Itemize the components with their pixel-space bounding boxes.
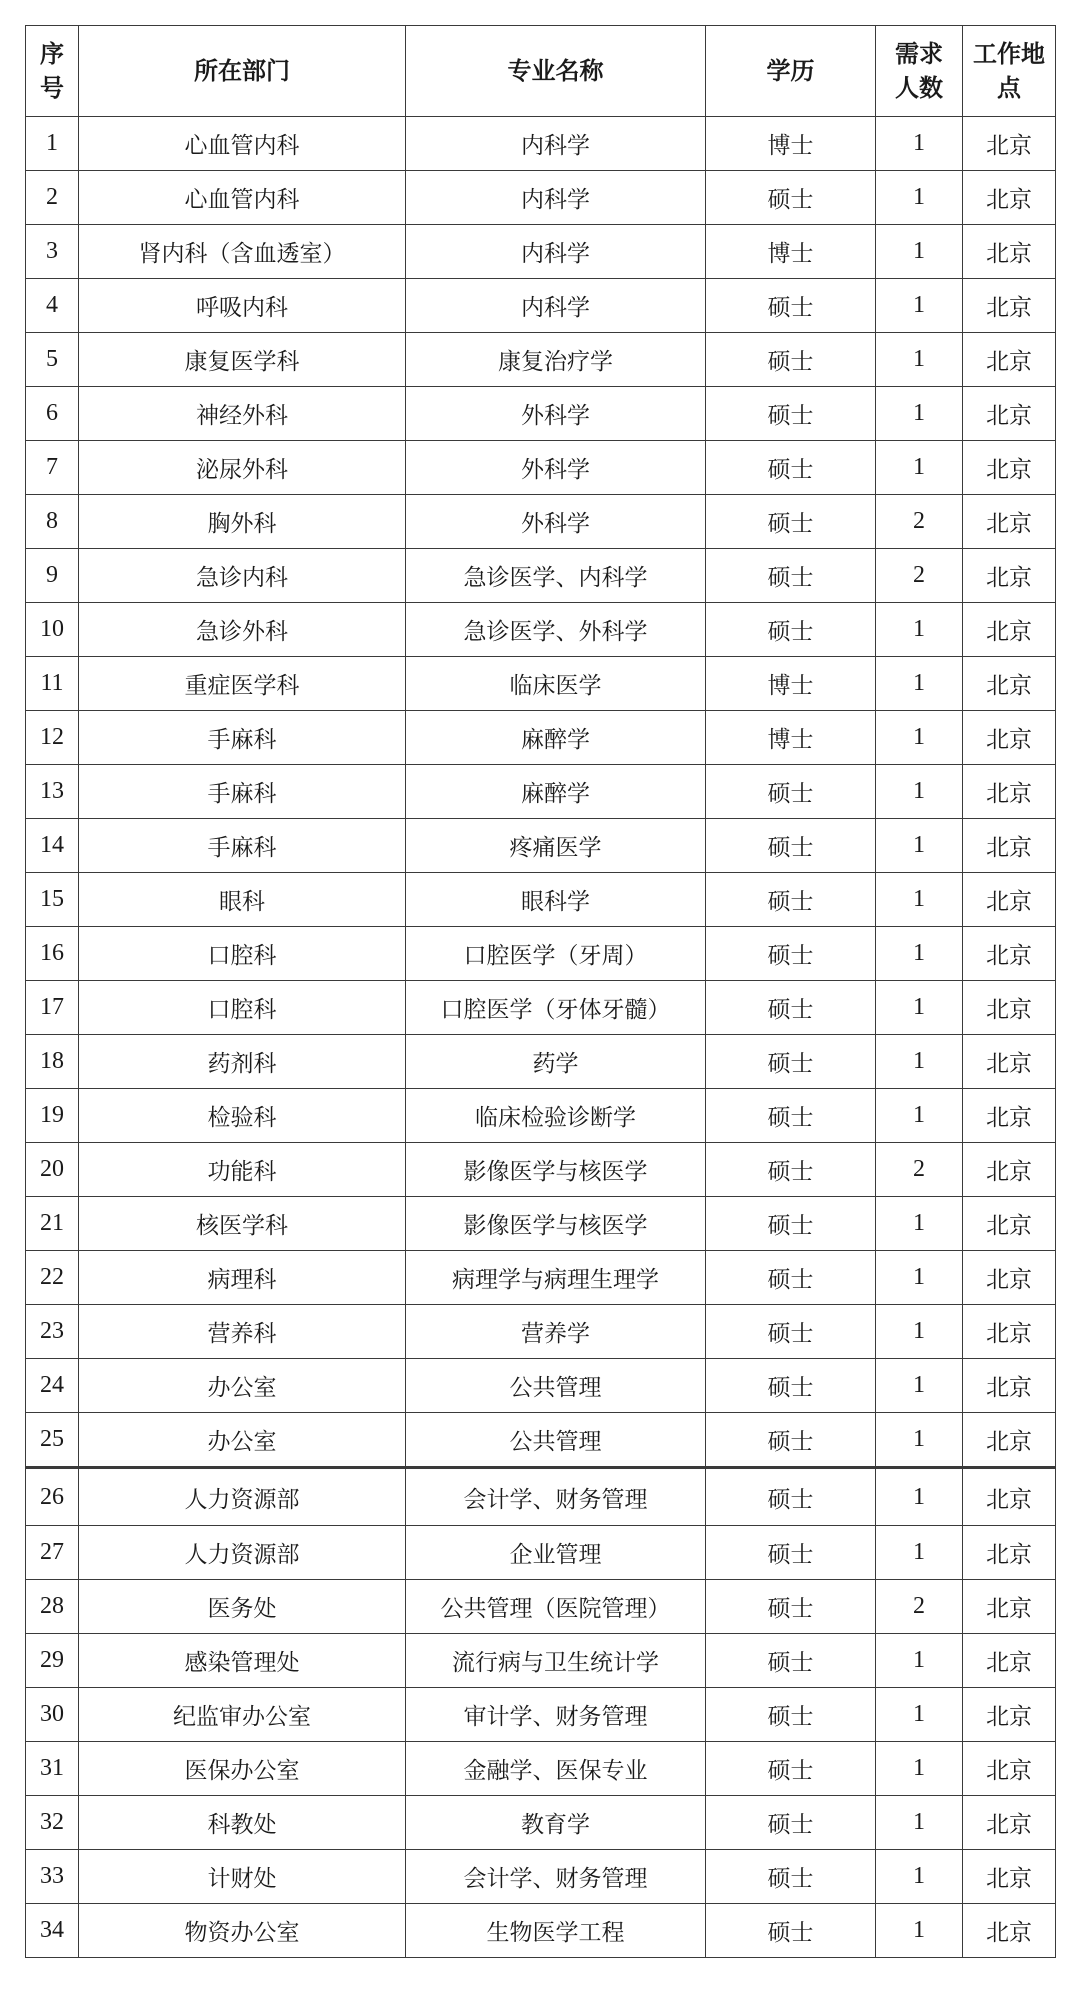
cell-location: 北京: [963, 1526, 1056, 1580]
cell-department: 重症医学科: [79, 657, 406, 711]
table-row: [26, 225, 1056, 279]
cell-department: 办公室: [79, 1359, 406, 1413]
cell-count: 2: [876, 549, 963, 603]
cell-location: 北京: [963, 765, 1056, 819]
cell-major: 审计学、财务管理: [406, 1688, 706, 1742]
cell-location: 北京: [963, 819, 1056, 873]
table-row: [26, 495, 1056, 549]
cell-index: 8: [26, 495, 79, 549]
cell-count: 1: [876, 819, 963, 873]
cell-department: 核医学科: [79, 1197, 406, 1251]
cell-major: 企业管理: [406, 1526, 706, 1580]
table-row: [26, 1580, 1056, 1634]
cell-index: 9: [26, 549, 79, 603]
cell-index: 26: [26, 1468, 79, 1526]
cell-count: 1: [876, 765, 963, 819]
cell-degree: 硕士: [706, 441, 876, 495]
cell-degree: 硕士: [706, 387, 876, 441]
cell-major: 影像医学与核医学: [406, 1197, 706, 1251]
cell-location: 北京: [963, 1742, 1056, 1796]
cell-count: 1: [876, 441, 963, 495]
cell-major: 急诊医学、外科学: [406, 603, 706, 657]
cell-location: 北京: [963, 1143, 1056, 1197]
cell-department: 呼吸内科: [79, 279, 406, 333]
cell-major: 麻醉学: [406, 711, 706, 765]
cell-department: 病理科: [79, 1251, 406, 1305]
cell-department: 医务处: [79, 1580, 406, 1634]
cell-location: 北京: [963, 711, 1056, 765]
cell-degree: 硕士: [706, 1796, 876, 1850]
cell-location: 北京: [963, 1796, 1056, 1850]
header-department: 所在部门: [79, 26, 406, 117]
cell-major: 教育学: [406, 1796, 706, 1850]
cell-count: 1: [876, 279, 963, 333]
cell-index: 27: [26, 1526, 79, 1580]
table-row: [26, 387, 1056, 441]
cell-count: 1: [876, 1904, 963, 1958]
cell-count: 1: [876, 873, 963, 927]
cell-count: 1: [876, 1796, 963, 1850]
cell-major: 外科学: [406, 441, 706, 495]
header-location: [963, 26, 1056, 117]
cell-department: 人力资源部: [79, 1468, 406, 1526]
cell-department: 办公室: [79, 1413, 406, 1468]
cell-department: 心血管内科: [79, 171, 406, 225]
cell-index: 28: [26, 1580, 79, 1634]
cell-count: 1: [876, 981, 963, 1035]
cell-count: 1: [876, 1197, 963, 1251]
cell-location: 北京: [963, 387, 1056, 441]
cell-major: 会计学、财务管理: [406, 1850, 706, 1904]
cell-location: 北京: [963, 927, 1056, 981]
cell-department: 物资办公室: [79, 1904, 406, 1958]
cell-location: 北京: [963, 441, 1056, 495]
cell-count: 1: [876, 657, 963, 711]
table-row: [26, 819, 1056, 873]
header-major: 专业名称: [406, 26, 706, 117]
table-row: [26, 765, 1056, 819]
cell-major: 疼痛医学: [406, 819, 706, 873]
cell-department: 科教处: [79, 1796, 406, 1850]
table-row: [26, 1850, 1056, 1904]
cell-location: 北京: [963, 1580, 1056, 1634]
cell-degree: 硕士: [706, 1850, 876, 1904]
cell-count: 1: [876, 711, 963, 765]
cell-degree: 硕士: [706, 495, 876, 549]
table-row: [26, 711, 1056, 765]
table-row: [26, 1413, 1056, 1468]
table-row: [26, 1688, 1056, 1742]
cell-department: 口腔科: [79, 981, 406, 1035]
cell-degree: 硕士: [706, 1526, 876, 1580]
cell-count: 1: [876, 117, 963, 171]
table-row: [26, 1197, 1056, 1251]
cell-degree: 硕士: [706, 927, 876, 981]
cell-degree: 硕士: [706, 1904, 876, 1958]
cell-department: 感染管理处: [79, 1634, 406, 1688]
cell-major: 内科学: [406, 117, 706, 171]
header-index-label: 序号: [40, 40, 64, 102]
cell-location: 北京: [963, 657, 1056, 711]
cell-index: 20: [26, 1143, 79, 1197]
cell-department: 心血管内科: [79, 117, 406, 171]
cell-department: 急诊内科: [79, 549, 406, 603]
cell-degree: 硕士: [706, 603, 876, 657]
cell-index: 13: [26, 765, 79, 819]
cell-degree: 博士: [706, 657, 876, 711]
table-row: [26, 1742, 1056, 1796]
cell-index: 3: [26, 225, 79, 279]
cell-location: 北京: [963, 1305, 1056, 1359]
cell-degree: 硕士: [706, 1359, 876, 1413]
table-row: [26, 549, 1056, 603]
cell-major: 口腔医学（牙体牙髓）: [406, 981, 706, 1035]
header-location-label: 工作地点: [973, 40, 1045, 102]
cell-degree: 硕士: [706, 1634, 876, 1688]
cell-location: 北京: [963, 1688, 1056, 1742]
cell-location: 北京: [963, 279, 1056, 333]
cell-degree: 博士: [706, 711, 876, 765]
cell-index: 1: [26, 117, 79, 171]
cell-location: 北京: [963, 1904, 1056, 1958]
cell-location: 北京: [963, 225, 1056, 279]
cell-location: 北京: [963, 1251, 1056, 1305]
cell-major: 会计学、财务管理: [406, 1468, 706, 1526]
cell-department: 手麻科: [79, 819, 406, 873]
table-row: [26, 1035, 1056, 1089]
cell-count: 1: [876, 927, 963, 981]
cell-count: 1: [876, 1035, 963, 1089]
cell-degree: 硕士: [706, 1742, 876, 1796]
cell-location: 北京: [963, 333, 1056, 387]
cell-degree: 硕士: [706, 1688, 876, 1742]
table-row: [26, 441, 1056, 495]
cell-count: 1: [876, 171, 963, 225]
cell-location: 北京: [963, 603, 1056, 657]
table-row: [26, 1526, 1056, 1580]
cell-department: 眼科: [79, 873, 406, 927]
cell-location: 北京: [963, 1850, 1056, 1904]
cell-department: 医保办公室: [79, 1742, 406, 1796]
cell-major: 病理学与病理生理学: [406, 1251, 706, 1305]
cell-major: 药学: [406, 1035, 706, 1089]
cell-major: 公共管理: [406, 1413, 706, 1468]
table-row: [26, 1796, 1056, 1850]
cell-degree: 硕士: [706, 1035, 876, 1089]
table-body: [26, 117, 1056, 1958]
cell-major: 康复治疗学: [406, 333, 706, 387]
cell-degree: 硕士: [706, 333, 876, 387]
header-index: [26, 26, 79, 117]
cell-index: 5: [26, 333, 79, 387]
cell-index: 19: [26, 1089, 79, 1143]
header-count-label: 需求人数: [895, 40, 943, 102]
cell-count: 1: [876, 1468, 963, 1526]
cell-count: 1: [876, 1634, 963, 1688]
cell-major: 外科学: [406, 495, 706, 549]
cell-degree: 硕士: [706, 1143, 876, 1197]
cell-count: 2: [876, 495, 963, 549]
cell-degree: 硕士: [706, 981, 876, 1035]
cell-major: 公共管理（医院管理）: [406, 1580, 706, 1634]
cell-degree: 硕士: [706, 279, 876, 333]
table-row: [26, 1305, 1056, 1359]
cell-count: 1: [876, 603, 963, 657]
cell-major: 急诊医学、内科学: [406, 549, 706, 603]
cell-count: 2: [876, 1580, 963, 1634]
cell-location: 北京: [963, 1468, 1056, 1526]
cell-degree: 硕士: [706, 1580, 876, 1634]
cell-index: 11: [26, 657, 79, 711]
cell-degree: 博士: [706, 225, 876, 279]
cell-degree: 硕士: [706, 1413, 876, 1468]
cell-degree: 硕士: [706, 1197, 876, 1251]
cell-index: 25: [26, 1413, 79, 1468]
header-count: [876, 26, 963, 117]
cell-department: 手麻科: [79, 765, 406, 819]
table-row: [26, 279, 1056, 333]
cell-index: 24: [26, 1359, 79, 1413]
cell-count: 1: [876, 1742, 963, 1796]
cell-location: 北京: [963, 171, 1056, 225]
cell-degree: 硕士: [706, 171, 876, 225]
cell-index: 14: [26, 819, 79, 873]
cell-count: 1: [876, 1526, 963, 1580]
cell-location: 北京: [963, 495, 1056, 549]
cell-major: 内科学: [406, 279, 706, 333]
cell-major: 生物医学工程: [406, 1904, 706, 1958]
table-row: [26, 981, 1056, 1035]
cell-index: 17: [26, 981, 79, 1035]
cell-department: 泌尿外科: [79, 441, 406, 495]
cell-major: 流行病与卫生统计学: [406, 1634, 706, 1688]
cell-location: 北京: [963, 549, 1056, 603]
cell-count: 1: [876, 1251, 963, 1305]
cell-degree: 硕士: [706, 1251, 876, 1305]
cell-department: 药剂科: [79, 1035, 406, 1089]
cell-location: 北京: [963, 873, 1056, 927]
cell-degree: 硕士: [706, 549, 876, 603]
cell-major: 公共管理: [406, 1359, 706, 1413]
cell-major: 麻醉学: [406, 765, 706, 819]
cell-major: 口腔医学（牙周）: [406, 927, 706, 981]
cell-department: 功能科: [79, 1143, 406, 1197]
cell-index: 30: [26, 1688, 79, 1742]
cell-department: 口腔科: [79, 927, 406, 981]
cell-department: 营养科: [79, 1305, 406, 1359]
cell-count: 1: [876, 1688, 963, 1742]
cell-department: 肾内科（含血透室）: [79, 225, 406, 279]
table-row: [26, 117, 1056, 171]
cell-location: 北京: [963, 117, 1056, 171]
cell-major: 内科学: [406, 171, 706, 225]
cell-count: 1: [876, 1359, 963, 1413]
cell-degree: 博士: [706, 117, 876, 171]
table-row: [26, 1143, 1056, 1197]
cell-department: 纪监审办公室: [79, 1688, 406, 1742]
cell-location: 北京: [963, 1035, 1056, 1089]
table-row: [26, 873, 1056, 927]
cell-count: 1: [876, 1850, 963, 1904]
cell-index: 21: [26, 1197, 79, 1251]
cell-index: 32: [26, 1796, 79, 1850]
cell-major: 内科学: [406, 225, 706, 279]
cell-count: 1: [876, 387, 963, 441]
table-row: [26, 603, 1056, 657]
cell-location: 北京: [963, 981, 1056, 1035]
recruitment-table: [25, 25, 1056, 1958]
cell-department: 检验科: [79, 1089, 406, 1143]
cell-location: 北京: [963, 1413, 1056, 1468]
cell-index: 2: [26, 171, 79, 225]
table-row: [26, 657, 1056, 711]
cell-index: 33: [26, 1850, 79, 1904]
cell-department: 康复医学科: [79, 333, 406, 387]
cell-major: 眼科学: [406, 873, 706, 927]
cell-location: 北京: [963, 1359, 1056, 1413]
cell-index: 7: [26, 441, 79, 495]
cell-index: 10: [26, 603, 79, 657]
table-row: [26, 1904, 1056, 1958]
cell-index: 29: [26, 1634, 79, 1688]
cell-index: 18: [26, 1035, 79, 1089]
cell-major: 临床医学: [406, 657, 706, 711]
cell-department: 手麻科: [79, 711, 406, 765]
cell-index: 4: [26, 279, 79, 333]
table-row: [26, 1089, 1056, 1143]
cell-index: 16: [26, 927, 79, 981]
table-row: [26, 1634, 1056, 1688]
table-row: [26, 333, 1056, 387]
cell-department: 胸外科: [79, 495, 406, 549]
cell-index: 22: [26, 1251, 79, 1305]
table-row: [26, 927, 1056, 981]
cell-degree: 硕士: [706, 1305, 876, 1359]
cell-major: 外科学: [406, 387, 706, 441]
cell-count: 1: [876, 1305, 963, 1359]
cell-count: 1: [876, 225, 963, 279]
cell-count: 2: [876, 1143, 963, 1197]
cell-major: 金融学、医保专业: [406, 1742, 706, 1796]
table-row: [26, 1359, 1056, 1413]
cell-location: 北京: [963, 1197, 1056, 1251]
cell-major: 营养学: [406, 1305, 706, 1359]
cell-count: 1: [876, 1089, 963, 1143]
cell-count: 1: [876, 1413, 963, 1468]
cell-index: 15: [26, 873, 79, 927]
cell-location: 北京: [963, 1634, 1056, 1688]
cell-department: 计财处: [79, 1850, 406, 1904]
header-degree: 学历: [706, 26, 876, 117]
recruitment-sheet: [25, 25, 1055, 1977]
cell-major: 临床检验诊断学: [406, 1089, 706, 1143]
cell-department: 人力资源部: [79, 1526, 406, 1580]
cell-index: 31: [26, 1742, 79, 1796]
cell-count: 1: [876, 333, 963, 387]
cell-degree: 硕士: [706, 1468, 876, 1526]
cell-index: 23: [26, 1305, 79, 1359]
table-header-row: [26, 26, 1056, 117]
cell-index: 34: [26, 1904, 79, 1958]
cell-degree: 硕士: [706, 765, 876, 819]
table-row: [26, 1468, 1056, 1526]
cell-index: 6: [26, 387, 79, 441]
cell-location: 北京: [963, 1089, 1056, 1143]
cell-department: 神经外科: [79, 387, 406, 441]
table-row: [26, 1251, 1056, 1305]
cell-degree: 硕士: [706, 873, 876, 927]
cell-degree: 硕士: [706, 1089, 876, 1143]
cell-index: 12: [26, 711, 79, 765]
cell-degree: 硕士: [706, 819, 876, 873]
table-row: [26, 171, 1056, 225]
cell-major: 影像医学与核医学: [406, 1143, 706, 1197]
cell-department: 急诊外科: [79, 603, 406, 657]
